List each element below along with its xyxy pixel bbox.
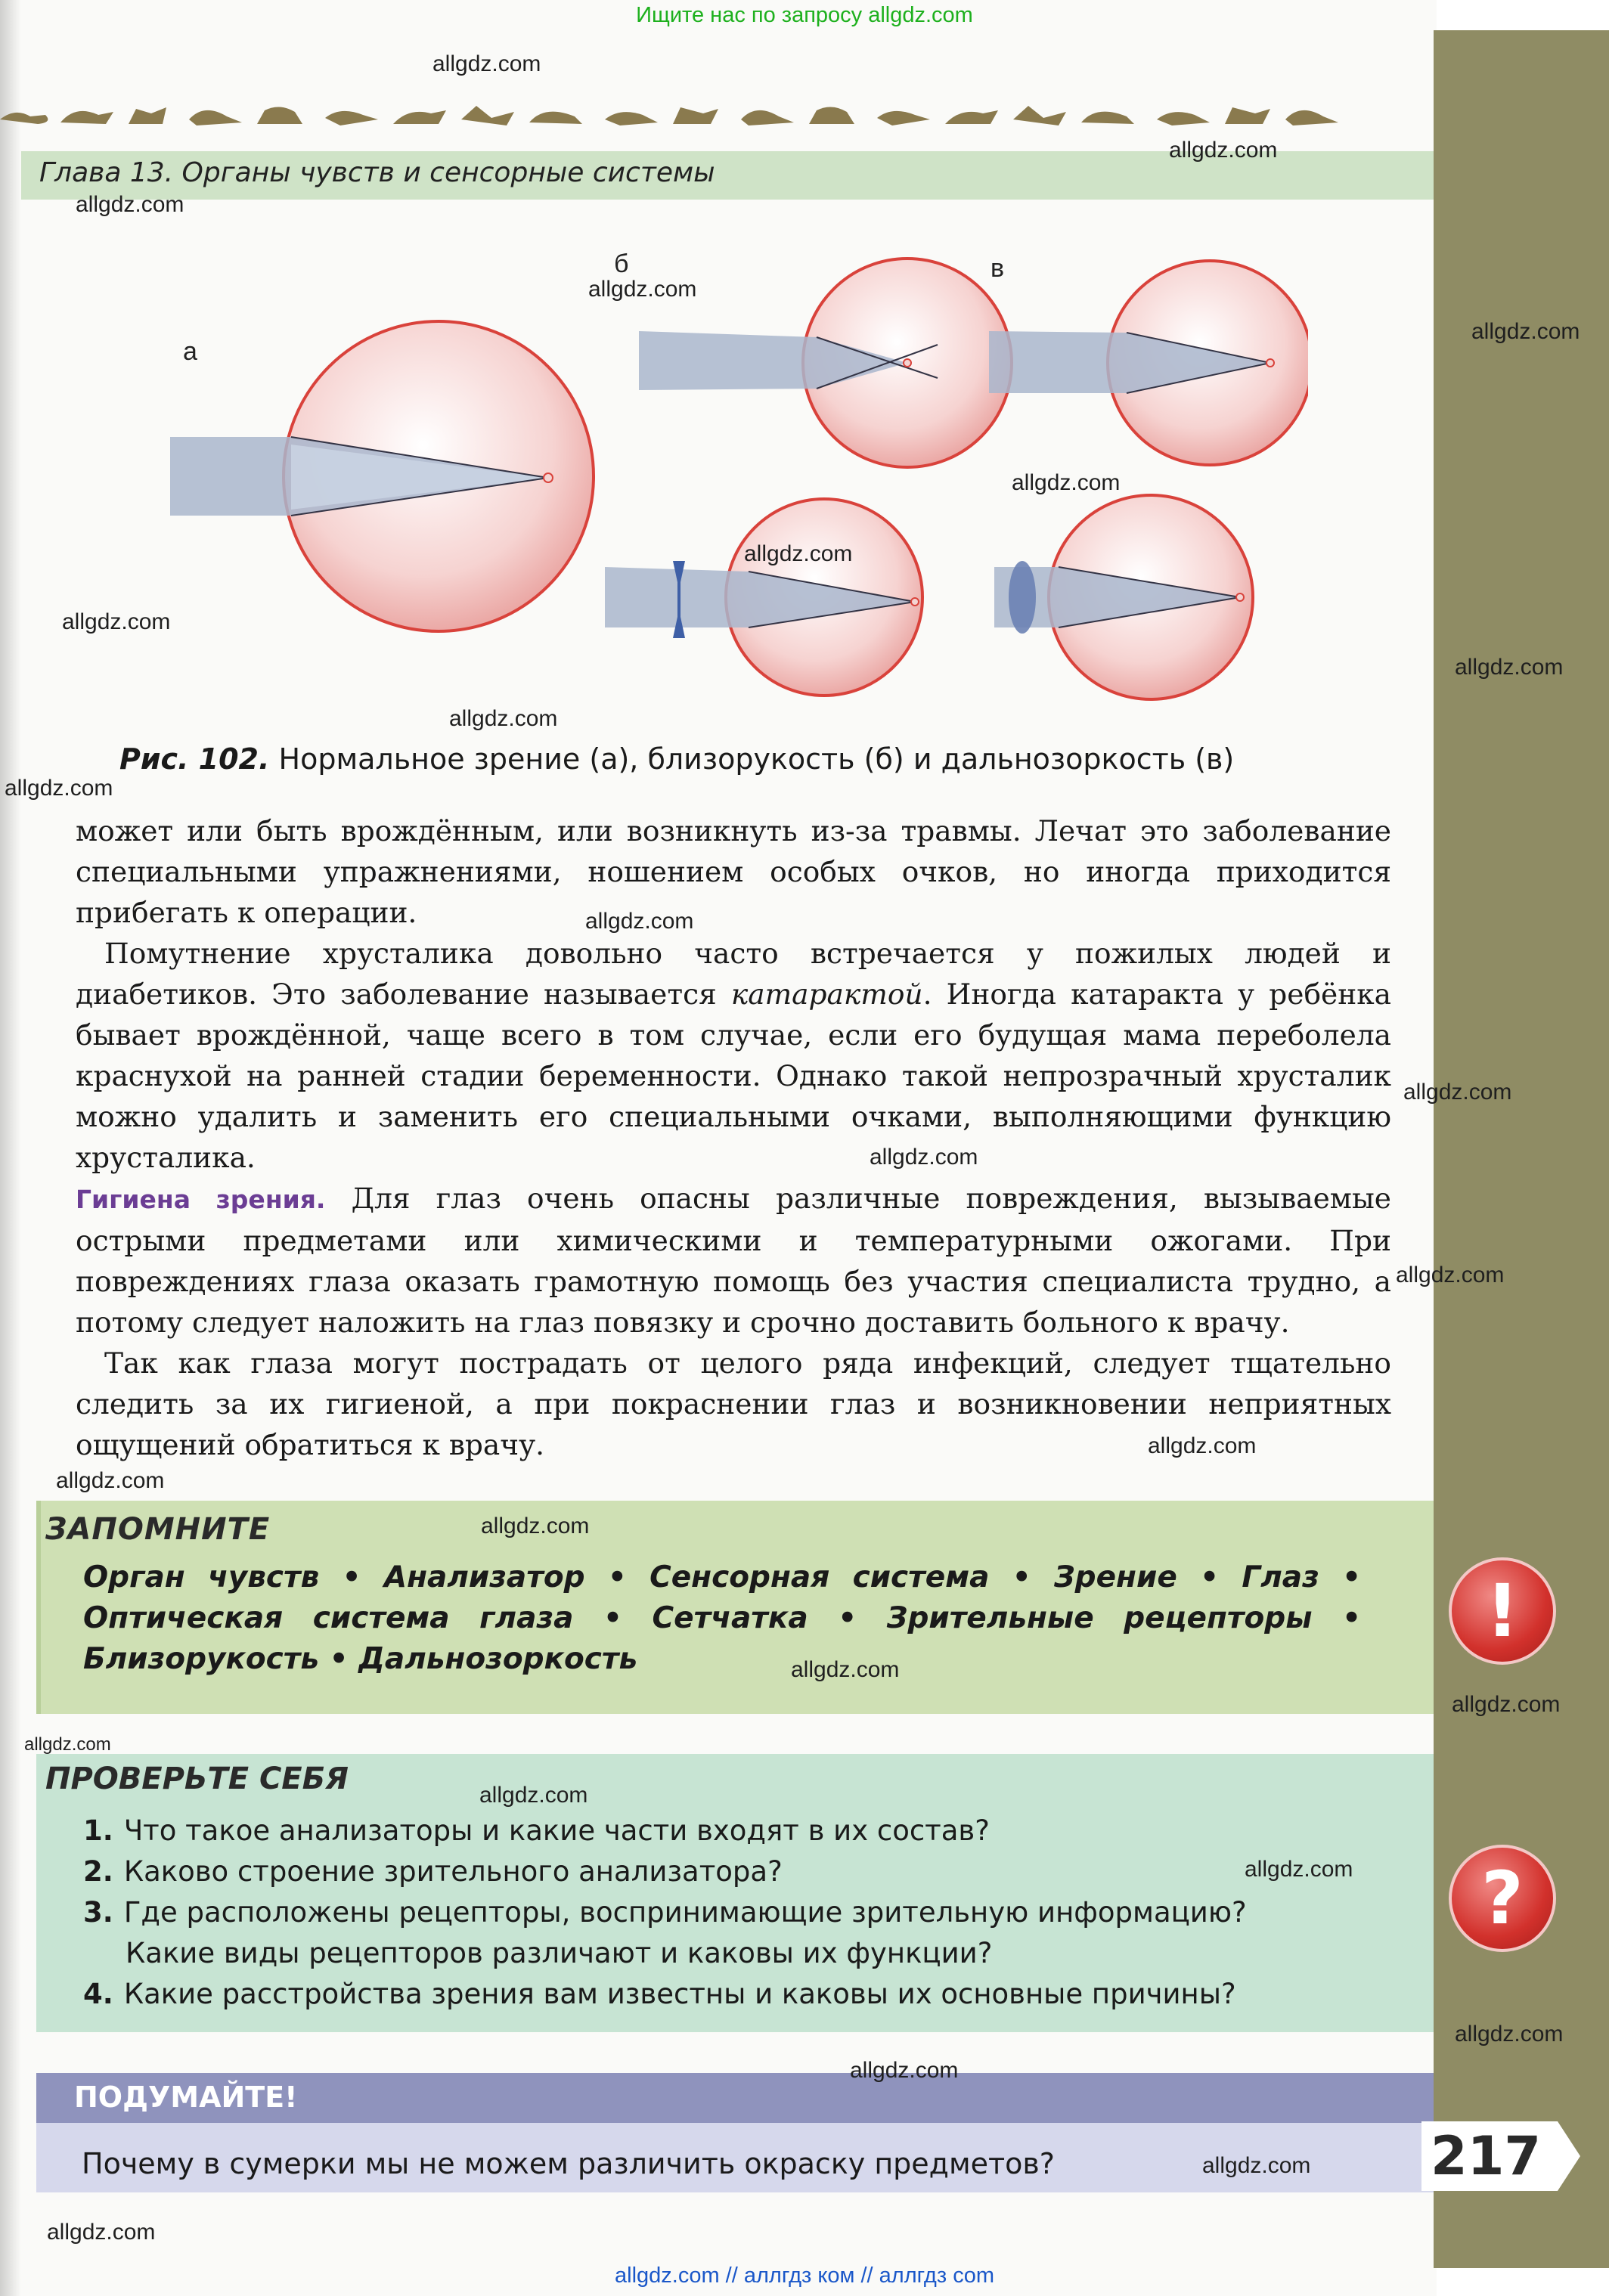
remember-title: ЗАПОМНИТЕ [45, 1512, 271, 1547]
watermark[interactable]: allgdz.com [791, 1657, 900, 1682]
animal-silhouette-band [0, 97, 1434, 135]
watermark[interactable]: allgdz.com [1455, 2022, 1564, 2047]
think-title: ПОДУМАЙТЕ! [74, 2081, 298, 2114]
page-gutter-shadow [0, 0, 21, 2296]
figure-label-a: а [183, 337, 197, 366]
figure-label-b: б [614, 249, 629, 278]
watermark[interactable]: allgdz.com [1471, 319, 1580, 344]
chapter-title: Глава 13. Органы чувств и сенсорные системы [39, 157, 715, 188]
watermark[interactable]: allgdz.com [1148, 1433, 1257, 1458]
watermark[interactable]: allgdz.com [1202, 2153, 1311, 2178]
figure-label-v: в [991, 254, 1005, 283]
hygiene-heading: Гигиена зрения. [76, 1185, 326, 1214]
eye-myopia-corrected [605, 499, 922, 696]
watermark[interactable]: allgdz.com [1396, 1263, 1505, 1287]
watermark[interactable]: allgdz.com [585, 909, 694, 934]
animal-silhouettes [0, 106, 1338, 125]
eye-normal [170, 321, 594, 631]
paragraph-1: может или быть врождённым, или возникнуть из-за травмы. Лечат это заболевание специальными упражнениями, ношением особых очков, но иногда приходится прибегать к операции. [76, 814, 1391, 929]
watermark[interactable]: allgdz.com [56, 1468, 165, 1493]
question-3: 3. Где расположены рецепторы, воспринимающие зрительную информацию? [83, 1896, 1247, 1929]
watermark-bottom[interactable]: allgdz.com // аллгдз ком // аллгдз com [615, 2263, 994, 2288]
watermark[interactable]: allgdz.com [24, 1734, 111, 1755]
watermark[interactable]: allgdz.com [76, 192, 184, 217]
convex-lens [1009, 561, 1036, 634]
watermark[interactable]: allgdz.com [1012, 470, 1121, 495]
eye-hyperopia-top [989, 261, 1308, 465]
watermark[interactable]: allgdz.com [1169, 138, 1278, 163]
remember-terms-line-3: Близорукость • Дальнозоркость [83, 1642, 638, 1676]
paragraph-3: Гигиена зрения. Для глаз очень опасны различные повреждения, вызываемые острыми предметами или химическими и температурными ожогами. При повреждениях глаза оказать грамотную помощь без участия специалиста трудно, а потому следует наложить на глаз повязку и срочно доставить больного к врачу. [76, 1182, 1391, 1339]
question-mark-icon: ? [1449, 1845, 1556, 1952]
main-text [76, 810, 1391, 1465]
watermark[interactable]: allgdz.com [479, 1783, 588, 1808]
figure-caption [119, 742, 1234, 776]
exclamation-icon: ! [1449, 1557, 1556, 1665]
question-4: 4. Какие расстройства зрения вам известны и каковы их основные причины? [83, 1978, 1236, 2010]
watermark[interactable]: allgdz.com [588, 277, 697, 302]
watermark[interactable]: allgdz.com [870, 1145, 978, 1170]
term-cataract: катарактой [730, 978, 923, 1011]
watermark[interactable]: allgdz.com [744, 541, 853, 566]
watermark-top[interactable]: Ищите нас по запросу allgdz.com [636, 3, 973, 27]
watermark[interactable]: allgdz.com [1403, 1080, 1512, 1105]
watermark[interactable]: allgdz.com [1455, 655, 1564, 680]
figure-number: Рис. 102. [119, 742, 270, 776]
self-check-title: ПРОВЕРЬТЕ СЕБЯ [45, 1762, 349, 1796]
watermark[interactable]: allgdz.com [5, 776, 113, 801]
remember-terms-line-1: Орган чувств • Анализатор • Сенсорная система • Зрение • Глаз • [83, 1560, 1361, 1594]
question-1: 1. Что такое анализаторы и какие части входят в их состав? [83, 1814, 990, 1847]
paragraph-2: Помутнение хрусталика довольно часто встречается у пожилых людей и диабетиков. Это заболевание называется катарактой. Иногда катаракта у ребёнка бывает врождённой, чаще всего в том случае, если его будущая мама переболела краснухой на ранней стадии беременности. Однако такой непрозрачный хрусталик можно удалить и заменить его специальными очками, выполняющими функцию хрусталика. [76, 937, 1392, 1174]
watermark[interactable]: allgdz.com [449, 706, 558, 731]
eye-hyperopia-corrected [994, 495, 1253, 699]
figure-caption-text: Нормальное зрение (а), близорукость (б) и дальнозоркость (в) [278, 742, 1235, 776]
watermark[interactable]: allgdz.com [1245, 1857, 1353, 1882]
question-3-continued: Какие виды рецепторов различают и каковы их функции? [126, 1937, 993, 1969]
watermark[interactable]: allgdz.com [1452, 1692, 1561, 1717]
page-number: 217 [1431, 2125, 1542, 2187]
watermark[interactable]: allgdz.com [432, 51, 541, 76]
think-question: Почему в сумерки мы не можем различить окраску предметов? [82, 2147, 1055, 2180]
watermark[interactable]: allgdz.com [47, 2220, 156, 2245]
eye-diagram-figure [151, 249, 1308, 703]
watermark[interactable]: allgdz.com [62, 609, 171, 634]
watermark[interactable]: allgdz.com [481, 1514, 590, 1538]
question-2: 2. Каково строение зрительного анализатора? [83, 1855, 783, 1888]
paragraph-4: Так как глаза могут пострадать от целого ряда инфекций, следует тщательно следить за их гигиеной, а при покраснении глаз и возникновении неприятных ощущений обратиться к врачу. [76, 1346, 1391, 1461]
remember-terms-line-2: Оптическая система глаза • Сетчатка • Зрительные рецепторы • [83, 1601, 1361, 1635]
watermark[interactable]: allgdz.com [850, 2058, 959, 2083]
